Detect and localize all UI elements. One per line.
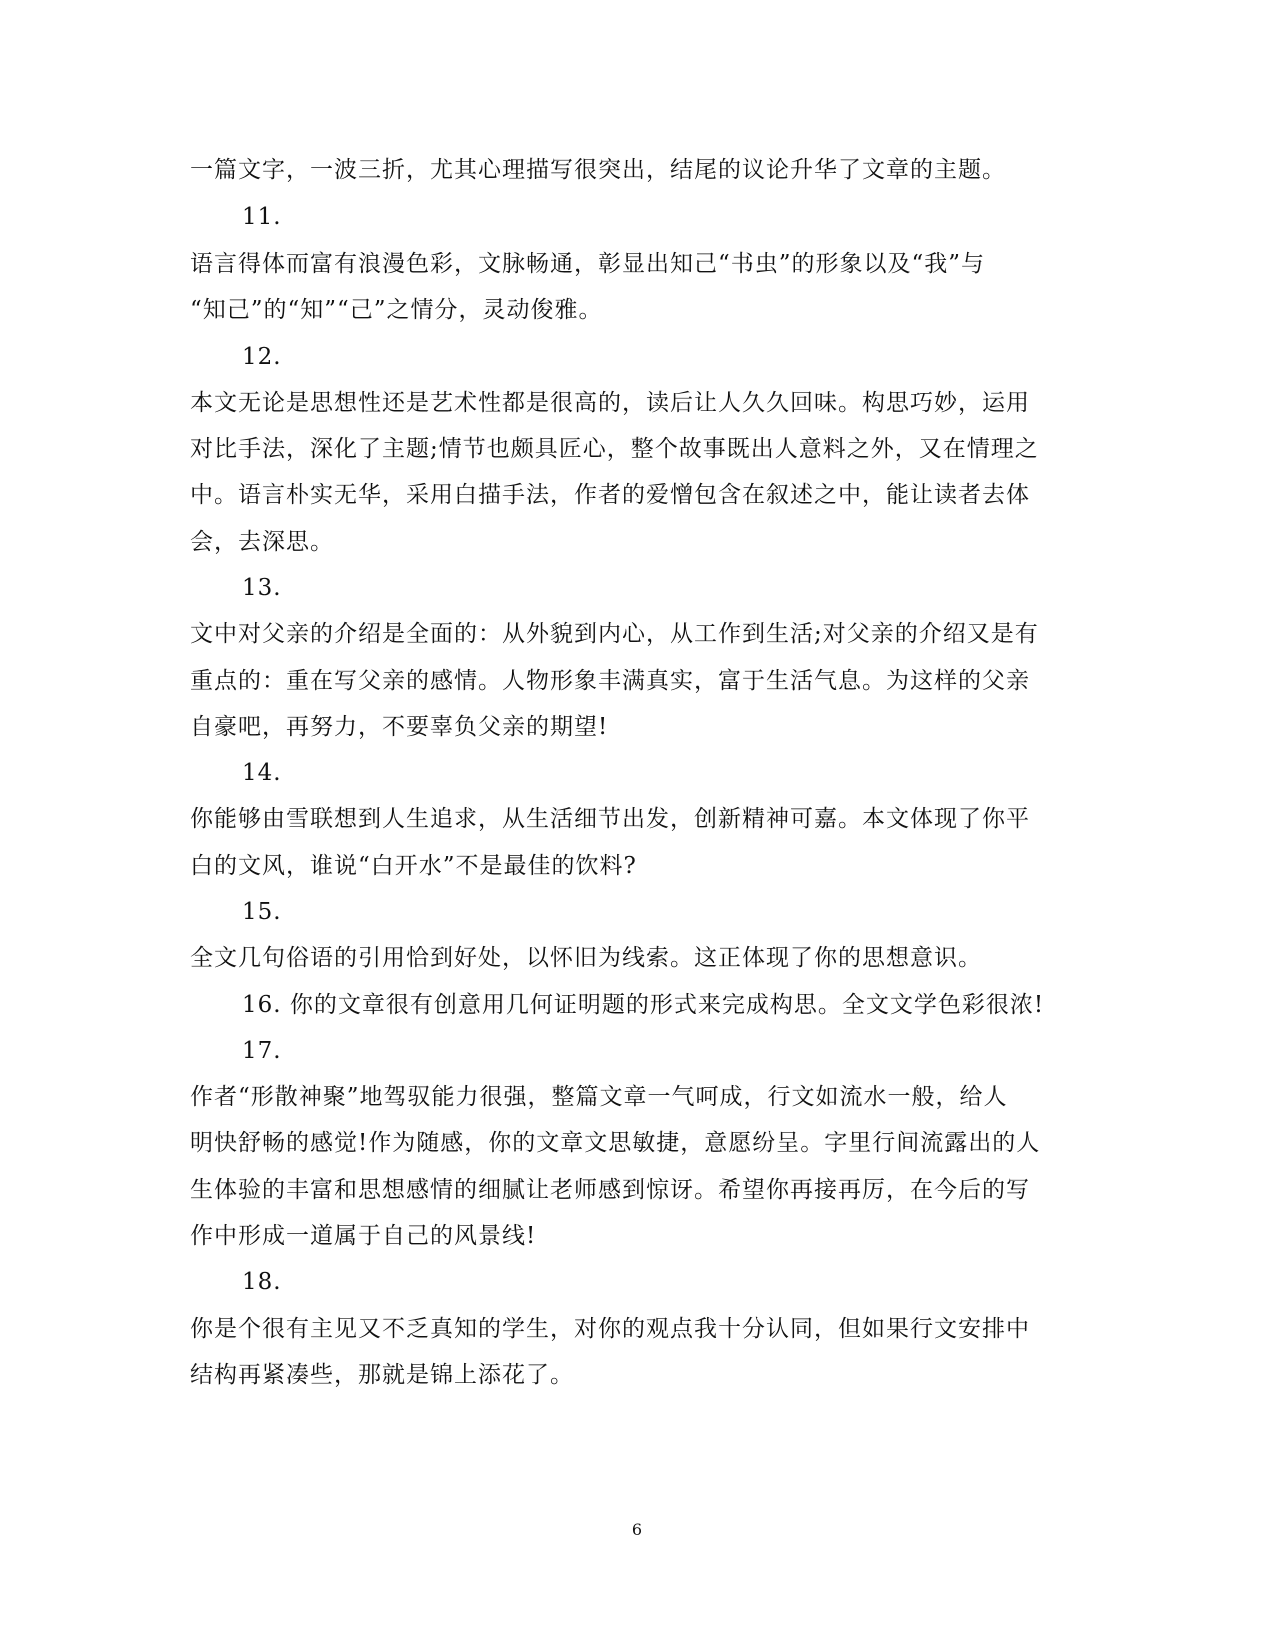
- text-line: 全文几句俗语的引用恰到好处，以怀旧为线索。这正体现了你的思想意识。: [190, 945, 982, 971]
- text-line: 一篇文字，一波三折，尤其心理描写很突出，结尾的议论升华了文章的主题。: [190, 157, 1006, 183]
- text-line: 会，去深思。: [190, 529, 334, 555]
- text-line: 本文无论是思想性还是艺术性都是很高的，读后让人久久回味。构思巧妙，运用: [190, 390, 1030, 416]
- item-number: 14.: [242, 760, 282, 786]
- text-line: 自豪吧，再努力，不要辜负父亲的期望!: [190, 714, 609, 740]
- text-line: 语言得体而富有浪漫色彩，文脉畅通，彰显出知己“书虫”的形象以及“我”与: [190, 251, 986, 277]
- text-line: 重点的：重在写父亲的感情。人物形象丰满真实，富于生活气息。为这样的父亲: [190, 668, 1030, 694]
- text-line: 白的文风，谁说“白开水”不是最佳的饮料?: [190, 853, 637, 879]
- page-number: 6: [631, 1520, 643, 1539]
- text-line: 作中形成一道属于自己的风景线!: [190, 1223, 537, 1249]
- text-line: 对比手法，深化了主题;情节也颇具匠心，整个故事既出人意料之外，又在情理之: [190, 436, 1039, 462]
- text-line: 你是个很有主见又不乏真知的学生，对你的观点我十分认同，但如果行文安排中: [190, 1316, 1030, 1342]
- text-line: 生体验的丰富和思想感情的细腻让老师感到惊讶。希望你再接再厉，在今后的写: [190, 1177, 1030, 1203]
- item-number: 12.: [242, 344, 282, 370]
- item-number: 17.: [242, 1038, 282, 1064]
- text-line: 中。语言朴实无华，采用白描手法，作者的爱憎包含在叙述之中，能让读者去体: [190, 482, 1030, 508]
- item-number: 11.: [242, 204, 282, 230]
- item-number: 13.: [242, 575, 282, 601]
- text-line: 结构再紧凑些，那就是锦上添花了。: [190, 1362, 574, 1388]
- text-line: 作者“形散神聚”地驾驭能力很强，整篇文章一气呵成，行文如流水一般，给人: [190, 1084, 1008, 1110]
- text-line: 明快舒畅的感觉!作为随感，你的文章文思敏捷，意愿纷呈。字里行间流露出的人: [190, 1130, 1041, 1156]
- item-number: 15.: [242, 899, 282, 925]
- text-line: 你能够由雪联想到人生追求，从生活细节出发，创新精神可嘉。本文体现了你平: [190, 806, 1030, 832]
- item-number: 18.: [242, 1269, 282, 1295]
- text-line: “知己”的“知”“己”之情分，灵动俊雅。: [190, 297, 603, 323]
- text-line: 文中对父亲的介绍是全面的：从外貌到内心，从工作到生活;对父亲的介绍又是有: [190, 621, 1039, 647]
- text-line: 16. 你的文章很有创意用几何证明题的形式来完成构思。全文文学色彩很浓!: [242, 992, 1045, 1018]
